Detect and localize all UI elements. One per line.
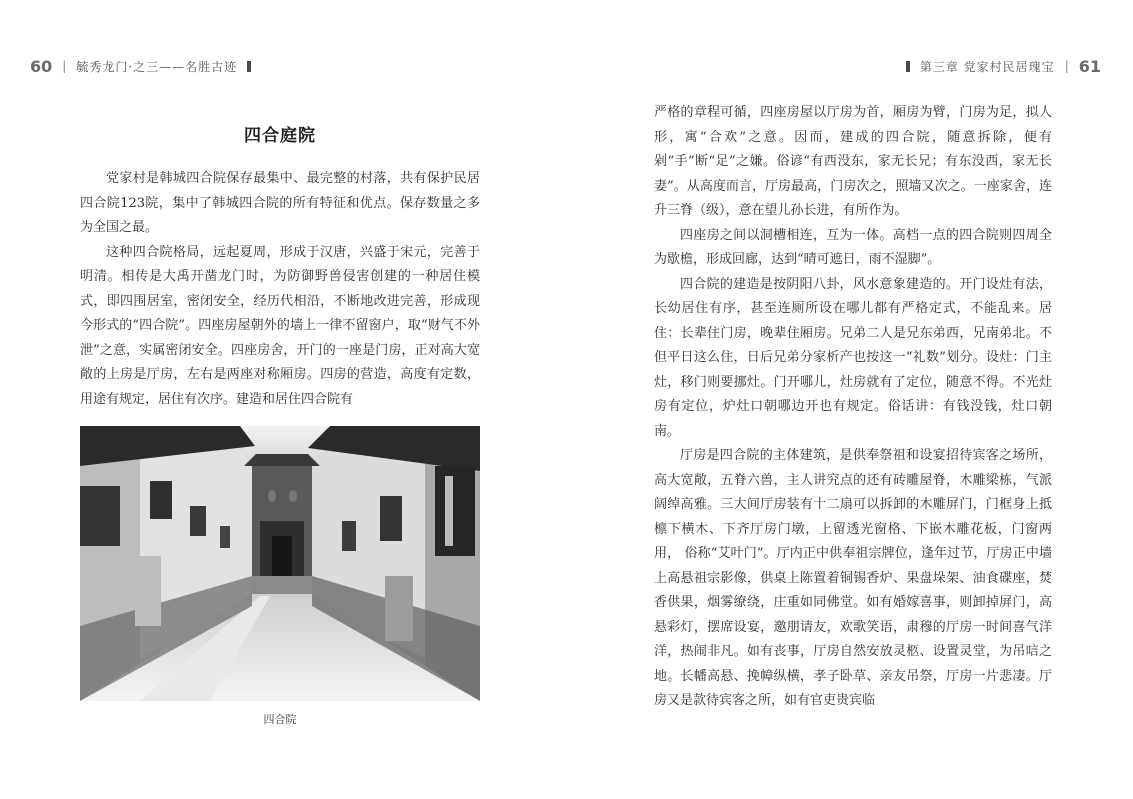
- right-paragraph-1: 四座房之间以洞槽相连，互为一体。高档一点的四合院则四周全为歇檐，形成回廊，达到“晴可遮日，雨不湿脚”。: [654, 227, 1052, 267]
- left-page: [0, 0, 566, 799]
- header-separator: |: [1064, 59, 1069, 73]
- header-bar-mark: [247, 61, 251, 72]
- right-body-text: [654, 101, 1052, 714]
- header-separator: |: [62, 59, 67, 73]
- right-paragraph-2: 四合院的建造是按阴阳八卦，风水意象建造的。开门设灶有法，长幼居住有序，甚至连厕所设在哪儿都有严格定式，不能乱来。居住：长辈住门房，晚辈住厢房。兄弟二人是兄东弟西，兄南弟北。不但平日这么住，日后兄弟分家析产也按这一“礼数”划分。设灶：门主灶，移门则要挪灶。门开哪儿，灶房就有了定位，随意不得。不光灶房有定位，炉灶口朝哪边开也有规定。俗话讲：有钱没钱，灶口朝南。: [654, 276, 1052, 439]
- right-continuation-paragraph: 严格的章程可循，四座房屋以厅房为首，厢房为臂，门房为足，拟人形，寓“合欢”之意。因而，建成的四合院，随意拆除，便有剁“手”断“足”之嫌。俗谚“有西没东，家无长兄；有东没西，家无长妻”。从高度而言，厅房最高，门房次之，照墙又次之。一座家舍，连升三脊（级），意在望儿孙长进，有所作为。: [654, 105, 1052, 218]
- right-paragraph-3: 厅房是四合院的主体建筑，是供奉祭祖和设宴招待宾客之场所，高大宽敞，五脊六兽，主人讲究点的还有砖雕屋脊，木雕梁栋，气派阔绰高雅。三大间厅房装有十二扇可以拆卸的木雕屏门，门框身上抵檩下横木、下齐厅房门墩，上留透光窗格、下嵌木雕花板，门窗两用， 俗称“艾叶门”。厅内正中供奉祖宗牌位，逢年过节，厅房正中墙上高悬祖宗影像，供桌上陈置着铜锡香炉、果盘垛架、油食碟座，焚香供果，烟雾缭绕，庄重如同佛堂。如有婚嫁喜事，则卸掉屏门，高悬彩灯，摆席设宴，邀朋请友，欢歌笑语，肃穆的厅房一时间喜气洋洋，热闹非凡。如有丧事，厅房自然安放灵柩、设置灵堂，为吊唁之地。长幡高悬、挽幛纵横，孝子卧草、亲友吊祭，厅房一片悲凄。厅房又是款待宾客之所，如有官吏贵宾临: [654, 448, 1052, 708]
- photo-caption: 四合院: [263, 713, 297, 726]
- left-body-text: [80, 167, 480, 412]
- left-paragraph-1: 党家村是韩城四合院保存最集中、最完整的村落，共有保护民居四合院123院，集中了韩城四合院的所有特征和优点。保存数量之多为全国之最。: [80, 171, 480, 235]
- courtyard-photo: [80, 426, 480, 701]
- right-header-title: 第三章 党家村民居瑰宝: [919, 59, 1055, 74]
- section-title: 四合庭院: [244, 126, 316, 146]
- left-paragraph-2: 这种四合院格局，远起夏周，形成于汉唐，兴盛于宋元，完善于明清。相传是大禹开凿龙门时，为防御野兽侵害创建的一种居住模式，即四围居室，密闭安全，经历代相沿，不断地改进完善，形成现今形式的“四合院”。四座房屋朝外的墙上一律不留窗户，取“财气不外泄”之意，实属密闭安全。四座房舍，开门的一座是门房，正对高大宽敞的上房是厅房，左右是两座对称厢房。四房的营造，高度有定数，用途有规定，居住有次序。建造和居住四合院有: [80, 244, 480, 407]
- header-bar-mark: [906, 61, 910, 72]
- left-header-title: 毓秀龙门·之三——名胜古迹: [76, 59, 238, 74]
- right-running-header: [896, 54, 1101, 78]
- right-page-number: 61: [1078, 56, 1101, 76]
- left-running-header: [30, 54, 261, 78]
- left-page-number: 60: [30, 56, 53, 76]
